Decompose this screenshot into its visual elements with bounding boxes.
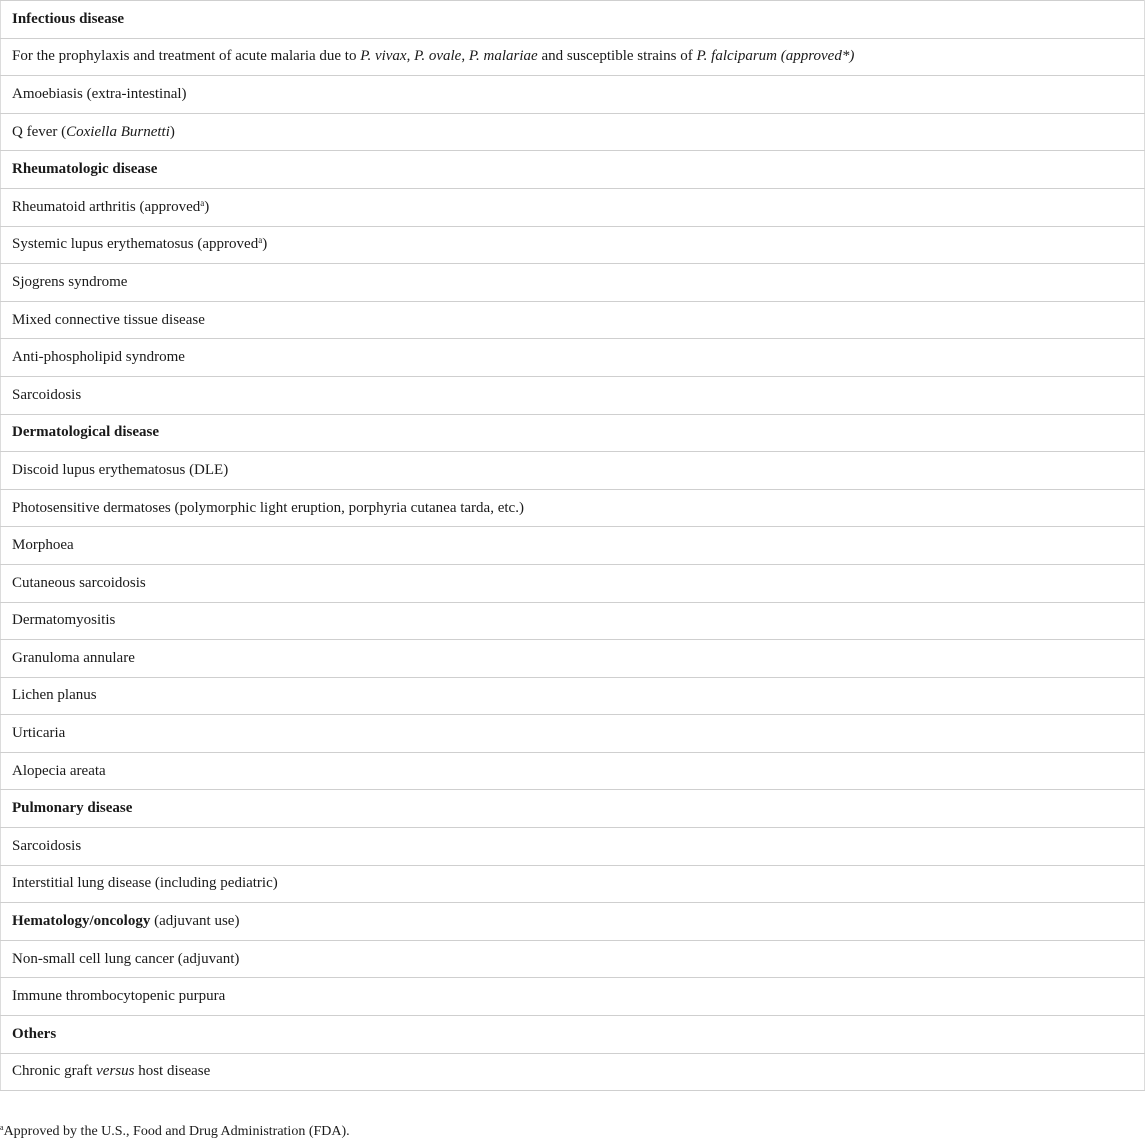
cell-text-part: Mixed connective tissue disease <box>12 311 205 328</box>
cell-text-part: Urticaria <box>12 725 66 742</box>
indication-cell <box>1 752 1145 790</box>
cell-text-part: Pulmonary disease <box>12 800 133 817</box>
table-row <box>1 527 1145 565</box>
indication-cell <box>1 301 1145 339</box>
cell-text-part: Interstitial lung disease (including pediatric) <box>12 875 278 892</box>
category-row <box>1 903 1145 941</box>
indication-cell <box>1 978 1145 1016</box>
category-cell <box>1 903 1145 941</box>
category-cell <box>1 1016 1145 1054</box>
table-row <box>1 715 1145 753</box>
category-cell <box>1 414 1145 452</box>
indication-cell <box>1 226 1145 264</box>
indication-cell <box>1 76 1145 114</box>
cell-text-part: ) <box>169 123 175 140</box>
table-row <box>1 1053 1145 1091</box>
cell-text-part: P. ovale <box>414 48 462 65</box>
cell-text-part: Lichen planus <box>12 687 97 704</box>
cell-text-part: Morphoea <box>12 537 74 554</box>
table-row <box>1 828 1145 866</box>
indication-cell <box>1 489 1145 527</box>
cell-text-part: ) <box>204 198 210 215</box>
cell-text-part: host disease <box>134 1063 211 1080</box>
footnote-text: Approved by the U.S., Food and Drug Administration (FDA). <box>3 1124 350 1139</box>
indication-cell <box>1 677 1145 715</box>
indication-cell <box>1 865 1145 903</box>
cell-text-part: Anti-phospholipid syndrome <box>12 349 185 366</box>
cell-text-part: P. vivax <box>360 48 407 65</box>
table-row <box>1 564 1145 602</box>
cell-text-part: Coxiella Burnetti <box>66 123 170 140</box>
cell-text-part: Dermatomyositis <box>12 612 116 629</box>
indication-cell <box>1 828 1145 866</box>
cell-text-part: Alopecia areata <box>12 762 106 779</box>
indication-cell <box>1 339 1145 377</box>
indication-cell <box>1 188 1145 226</box>
cell-text-part: Hematology/oncology <box>12 913 151 930</box>
category-cell <box>1 790 1145 828</box>
indication-cell <box>1 452 1145 490</box>
cell-text-part: ) <box>262 236 268 253</box>
cell-text-part: Sarcoidosis <box>12 386 82 403</box>
cell-text-part: Systemic lupus erythematosus (approved <box>12 236 259 253</box>
table-row <box>1 978 1145 1016</box>
category-row <box>1 414 1145 452</box>
cell-text-part: versus <box>96 1063 135 1080</box>
cell-text-part: Granuloma annulare <box>12 649 135 666</box>
category-row <box>1 790 1145 828</box>
indication-cell <box>1 640 1145 678</box>
cell-text-part: P. malariae <box>468 48 538 65</box>
footnote-marker: a <box>0 1123 4 1132</box>
cell-text-part: , <box>461 48 469 65</box>
cell-text-part: Sarcoidosis <box>12 837 82 854</box>
indication-cell <box>1 376 1145 414</box>
table-row <box>1 640 1145 678</box>
cell-text-part: Infectious disease <box>12 10 125 27</box>
cell-text-part: , <box>406 48 415 65</box>
indication-cell <box>1 527 1145 565</box>
cell-text-part: Amoebiasis (extra-intestinal) <box>12 85 187 102</box>
table-row <box>1 113 1145 151</box>
indication-cell <box>1 1053 1145 1091</box>
category-row <box>1 1 1145 39</box>
indication-cell <box>1 38 1145 76</box>
table-row <box>1 76 1145 114</box>
cell-text-part: Sjogrens syndrome <box>12 273 128 290</box>
category-cell <box>1 151 1145 189</box>
indication-cell <box>1 264 1145 302</box>
table-body <box>1 1 1145 1091</box>
table-row <box>1 339 1145 377</box>
table-row <box>1 226 1145 264</box>
cell-text-part: Immune thrombocytopenic purpura <box>12 988 226 1005</box>
table-row <box>1 752 1145 790</box>
cell-text-part: Others <box>12 1025 57 1042</box>
cell-text-part: Photosensitive dermatoses (polymorphic light eruption, porphyria cutanea tarda, etc.) <box>12 499 524 516</box>
category-cell <box>1 1 1145 39</box>
indication-cell <box>1 113 1145 151</box>
table-row <box>1 677 1145 715</box>
cell-text-part: Dermatological disease <box>12 424 160 441</box>
cell-text-part: Non-small cell lung cancer (adjuvant) <box>12 950 240 967</box>
table-row <box>1 452 1145 490</box>
cell-text-part: and susceptible strains of <box>537 48 697 65</box>
cell-text-part: Rheumatoid arthritis (approved <box>12 198 201 215</box>
table-row <box>1 264 1145 302</box>
cell-text-part: P. falciparum (approved*) <box>696 48 855 65</box>
indication-cell <box>1 940 1145 978</box>
table-row <box>1 188 1145 226</box>
table-row <box>1 38 1145 76</box>
table-row <box>1 940 1145 978</box>
indication-cell <box>1 715 1145 753</box>
indication-cell <box>1 564 1145 602</box>
category-row <box>1 151 1145 189</box>
footnote-ref: a <box>200 197 205 208</box>
category-row <box>1 1016 1145 1054</box>
cell-text-part: Q fever ( <box>12 123 67 140</box>
cell-text-part: Rheumatologic disease <box>12 161 158 178</box>
cell-text-part: For the prophylaxis and treatment of acute malaria due to <box>12 48 361 65</box>
table-row <box>1 865 1145 903</box>
table-row <box>1 376 1145 414</box>
table-row <box>1 489 1145 527</box>
table-row <box>1 602 1145 640</box>
table-row <box>1 301 1145 339</box>
cell-text-part: Chronic graft <box>12 1063 97 1080</box>
indication-cell <box>1 602 1145 640</box>
cell-text-part: Cutaneous sarcoidosis <box>12 574 146 591</box>
footnote-ref: a <box>258 235 263 246</box>
cell-text-part: Discoid lupus erythematosus (DLE) <box>12 461 229 478</box>
cell-text-part: (adjuvant use) <box>150 913 240 930</box>
table-footnote <box>0 1125 350 1139</box>
